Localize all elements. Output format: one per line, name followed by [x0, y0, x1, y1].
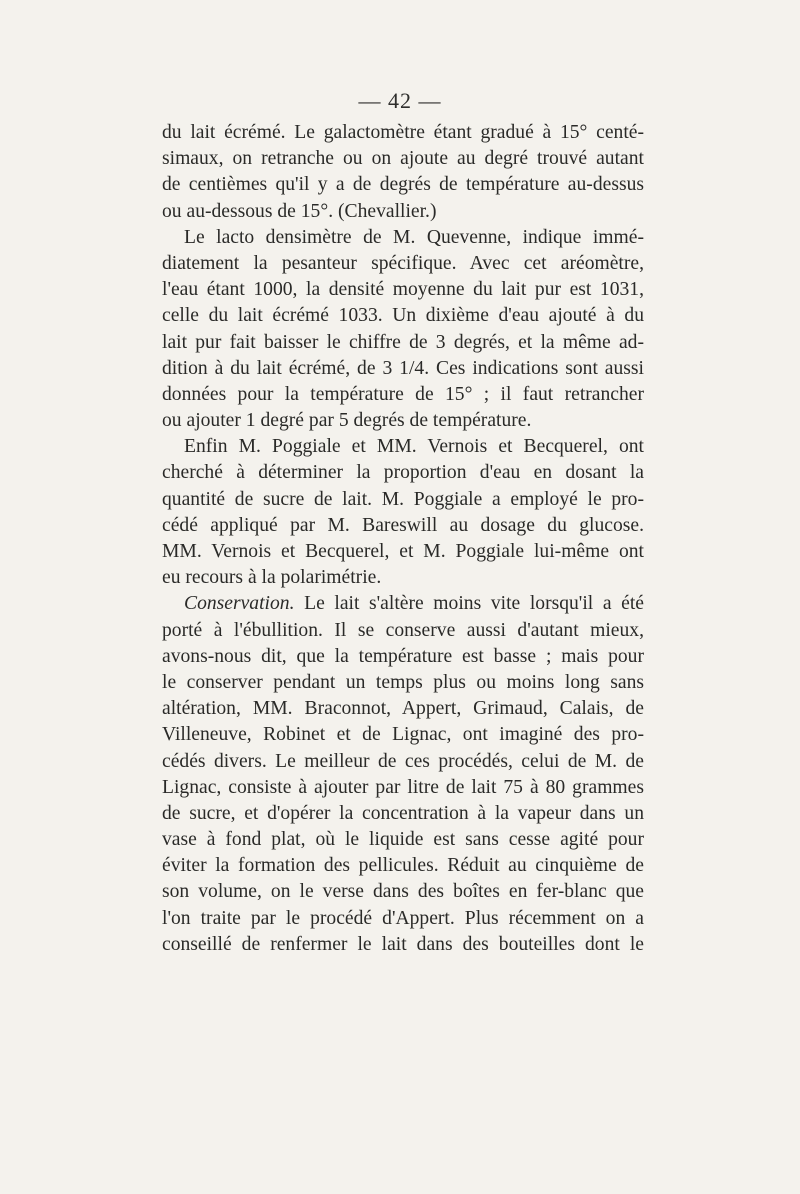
- text-line: Le lacto densimètre de M. Quevenne, indique immé-: [184, 226, 644, 248]
- text-line: cédé appliqué par M. Bareswill au dosage du glucose.: [162, 514, 644, 536]
- text-line: porté à l'ébullition. Il se conserve aussi d'autant mieux,: [162, 619, 644, 641]
- page-number: — 42 —: [358, 88, 442, 113]
- body-text: [162, 120, 644, 958]
- text-line: son volume, on le verse dans des boîtes en fer-blanc que: [162, 881, 644, 903]
- text-line: vase à fond plat, où le liquide est sans cesse agité pour: [162, 829, 644, 851]
- text-line: lait pur fait baisser le chiffre de 3 degrés, et la même ad-: [162, 331, 644, 353]
- text-line: cédés divers. Le meilleur de ces procédés, celui de M. de: [162, 750, 644, 772]
- text-line: l'eau étant 1000, la densité moyenne du lait pur est 1031,: [162, 279, 644, 301]
- text-line: [162, 591, 644, 617]
- text-line: éviter la formation des pellicules. Réduit au cinquième de: [162, 855, 644, 877]
- text-line: Lignac, consiste à ajouter par litre de lait 75 à 80 grammes: [162, 776, 644, 798]
- text-line: simaux, on retranche ou on ajoute au degré trouvé autant: [162, 148, 644, 170]
- text-line: MM. Vernois et Becquerel, et M. Poggiale lui-même ont: [162, 541, 644, 562]
- text-line: données pour la température de 15° ; il faut retrancher: [162, 383, 644, 405]
- text-line: avons-nous dit, que la température est basse ; mais pour: [162, 645, 644, 667]
- text-line: ou au-dessous de 15°. (Chevallier.): [162, 200, 437, 222]
- text-line: conseillé de renfermer le lait dans des bouteilles dont le: [162, 933, 644, 955]
- text-line: quantité de sucre de lait. M. Poggiale a employé le pro-: [162, 488, 644, 510]
- text-line: de sucre, et d'opérer la concentration à la vapeur dans un: [162, 802, 644, 824]
- text-line: l'on traite par le procédé d'Appert. Plus récemment on a: [162, 907, 644, 929]
- text-line: Enfin M. Poggiale et MM. Vernois et Becquerel, ont: [184, 436, 644, 458]
- text-line: eu recours à la polarimétrie.: [162, 567, 382, 589]
- text-line: diatement la pesanteur spécifique. Avec cet aréomètre,: [162, 252, 644, 274]
- text-line: de centièmes qu'il y a de degrés de température au-dessus: [162, 174, 644, 196]
- text-line: Villeneuve, Robinet et de Lignac, ont imaginé des pro-: [162, 724, 644, 746]
- text-line: cherché à déterminer la proportion d'eau en dosant la: [162, 462, 644, 484]
- text-line-rest: Le lait s'altère moins vite lorsqu'il a été: [294, 593, 644, 615]
- text-line: dition à du lait écrémé, de 3 1/4. Ces indications sont aussi: [162, 357, 644, 379]
- section-lead: Conservation.: [184, 593, 295, 615]
- text-line: altération, MM. Braconnot, Appert, Grimaud, Calais, de: [162, 698, 644, 720]
- text-line: ou ajouter 1 degré par 5 degrés de température.: [162, 410, 532, 432]
- text-line: celle du lait écrémé 1033. Un dixième d'eau ajouté à du: [162, 305, 644, 327]
- text-line: le conserver pendant un temps plus ou moins long sans: [162, 671, 644, 693]
- text-line: du lait écrémé. Le galactomètre étant gradué à 15° centé-: [162, 122, 644, 143]
